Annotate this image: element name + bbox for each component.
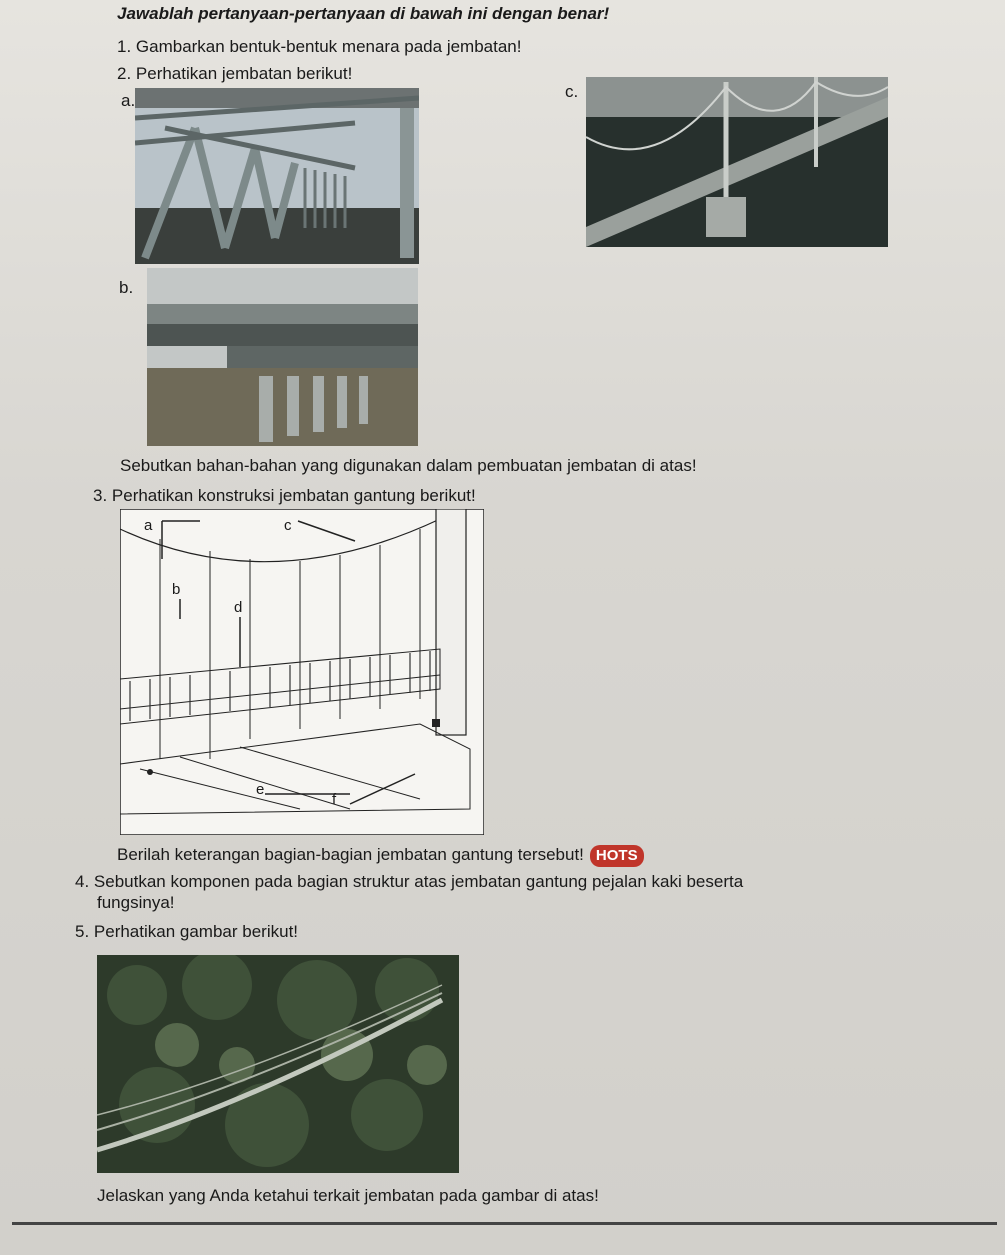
question-3-intro: 3. Perhatikan konstruksi jembatan gantung berikut! (93, 486, 476, 505)
question-3-text (117, 845, 644, 867)
question-4-line1: 4. Sebutkan komponen pada bagian struktur atas jembatan gantung pejalan kaki beserta (75, 872, 744, 891)
diagram-label-b: b (172, 581, 181, 598)
pedestrian-suspension-bridge-photo (97, 955, 459, 1173)
truss-bridge-photo (135, 88, 419, 264)
question-4-line2: fungsinya! (97, 893, 175, 912)
label-c: c. (565, 82, 579, 101)
label-b: b. (119, 278, 134, 297)
diagram-label-d: d (234, 599, 243, 616)
diagram-label-e: e (256, 781, 265, 798)
suspension-bridge-photo (586, 77, 888, 247)
diagram-label-c: c (284, 517, 292, 534)
question-3-label: Berilah keterangan bagian-bagian jembatan gantung tersebut! (117, 845, 584, 864)
page-divider (12, 1222, 997, 1225)
hots-badge: HOTS (590, 845, 644, 867)
label-a: a. (121, 91, 136, 110)
question-5-text: Jelaskan yang Anda ketahui terkait jembatan pada gambar di atas! (97, 1186, 599, 1205)
question-1: 1. Gambarkan bentuk-bentuk menara pada jembatan! (117, 37, 522, 56)
question-5-intro: 5. Perhatikan gambar berikut! (75, 922, 299, 941)
diagram-label-f: f (332, 791, 337, 808)
question-2-intro: 2. Perhatikan jembatan berikut! (117, 64, 353, 83)
instruction-heading: Jawablah pertanyaan-pertanyaan di bawah ini dengan benar! (117, 4, 610, 23)
suspension-bridge-diagram (120, 509, 484, 835)
diagram-label-a: a (144, 517, 153, 534)
question-2-text: Sebutkan bahan-bahan yang digunakan dalam pembuatan jembatan di atas! (120, 456, 697, 475)
beam-bridge-photo (147, 268, 418, 446)
